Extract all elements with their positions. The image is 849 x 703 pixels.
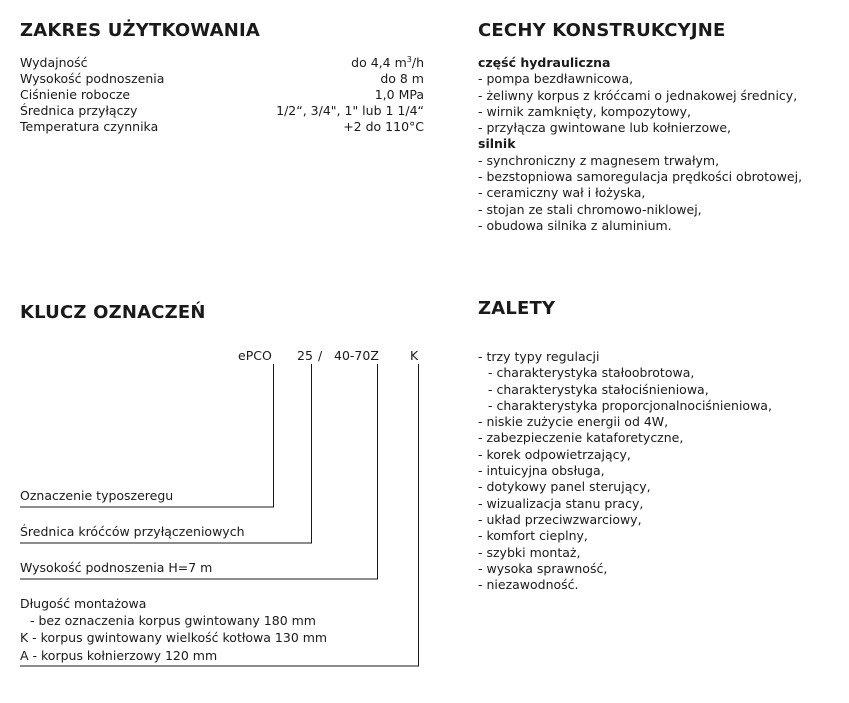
list-item: - wysoka sprawność,: [478, 560, 608, 576]
motor-subtitle: silnik: [478, 136, 516, 152]
list-item: - obudowa silnika z aluminium.: [478, 217, 672, 233]
connector-head-line: [20, 364, 378, 579]
usage-row-label: Temperatura czynnika: [20, 119, 159, 134]
hydraulic-subtitle: część hydrauliczna: [478, 55, 611, 70]
usage-row-label: Ciśnienie robocze: [20, 87, 131, 102]
list-item: - synchroniczny z magnesem trwałym,: [478, 152, 720, 168]
list-item: - bezstopniowa samoregulacja prędkości obrotowej,: [478, 169, 803, 185]
usage-row-label: Wysokość podnoszenia: [20, 71, 165, 86]
list-item: - trzy typy regulacji: [478, 349, 600, 364]
usage-row-value: 1,0 MPa: [374, 87, 424, 102]
code-slash: /: [318, 348, 323, 363]
list-item: - szybki montaż,: [478, 544, 581, 560]
key-length-item: K - korpus gwintowany wielkość kotłowa 130 mm: [20, 630, 328, 645]
connector-series-line: [20, 364, 274, 507]
connector-diameter-line: [20, 364, 312, 543]
key-length-item: - bez oznaczenia korpus gwintowany 180 mm: [30, 613, 316, 628]
list-item: - pompa bezdławnicowa,: [478, 71, 634, 87]
code-series: ePCO: [238, 348, 272, 363]
advantages-title: ZALETY: [478, 298, 556, 319]
list-item: - stojan ze stali chromowo-niklowej,: [478, 201, 702, 217]
code-body: K: [410, 348, 419, 363]
code-diameter: 25: [297, 348, 313, 363]
list-item: - przyłącza gwintowane lub kołnierzowe,: [478, 120, 731, 136]
key-label-diameter: Średnica króćców przyłączeniowych: [20, 524, 245, 539]
usage-row-value: do 8 m: [380, 71, 424, 86]
advantages-list: [478, 349, 772, 593]
usage-row-value: 1/2“, 3/4", 1" lub 1 1/4“: [276, 103, 424, 118]
list-item: - dotykowy panel sterujący,: [478, 479, 651, 495]
usage-row-value: do 4,4 $m^3/h$: [351, 55, 424, 71]
list-item: - charakterystyka stałociśnieniowa,: [488, 381, 709, 397]
usage-title: ZAKRES UŻYTKOWANIA: [20, 20, 261, 41]
usage-row-label: Średnica przyłączy: [20, 103, 138, 118]
list-item: - ceramiczny wał i łożyska,: [478, 185, 646, 201]
list-item: - niskie zużycie energii od 4W,: [478, 414, 669, 430]
list-item: - układ przeciwzwarciowy,: [478, 511, 642, 527]
list-item: - korek odpowietrzający,: [478, 446, 631, 462]
list-item: - zabezpieczenie kataforetyczne,: [478, 430, 684, 446]
usage-row-value: +2 do 110°C: [343, 119, 424, 134]
list-item: - wirnik zamknięty, kompozytowy,: [478, 103, 691, 119]
code-head: 40-70Z: [334, 348, 379, 363]
list-item: - charakterystyka proporcjonalnociśnieniowa,: [488, 397, 772, 413]
usage-row-label: Wydajność: [20, 55, 88, 70]
list-item: - wizualizacja stanu pracy,: [478, 495, 644, 511]
features-title: CECHY KONSTRUKCYJNE: [478, 20, 726, 41]
list-item: - żeliwny korpus z króćcami o jednakowej średnicy,: [478, 87, 798, 103]
key-label-series: Oznaczenie typoszeregu: [20, 488, 174, 503]
list-item: - komfort cieplny,: [478, 528, 588, 544]
key-label-head: Wysokość podnoszenia H=7 m: [20, 560, 213, 575]
key-length-item: A - korpus kołnierzowy 120 mm: [20, 648, 218, 663]
list-item: - charakterystyka stałoobrotowa,: [488, 365, 695, 381]
list-item: - niezawodność.: [478, 577, 579, 593]
key-title: KLUCZ OZNACZEŃ: [20, 302, 206, 323]
key-length-title: Długość montażowa: [20, 596, 147, 611]
list-item: - intuicyjna obsługa,: [478, 463, 605, 479]
